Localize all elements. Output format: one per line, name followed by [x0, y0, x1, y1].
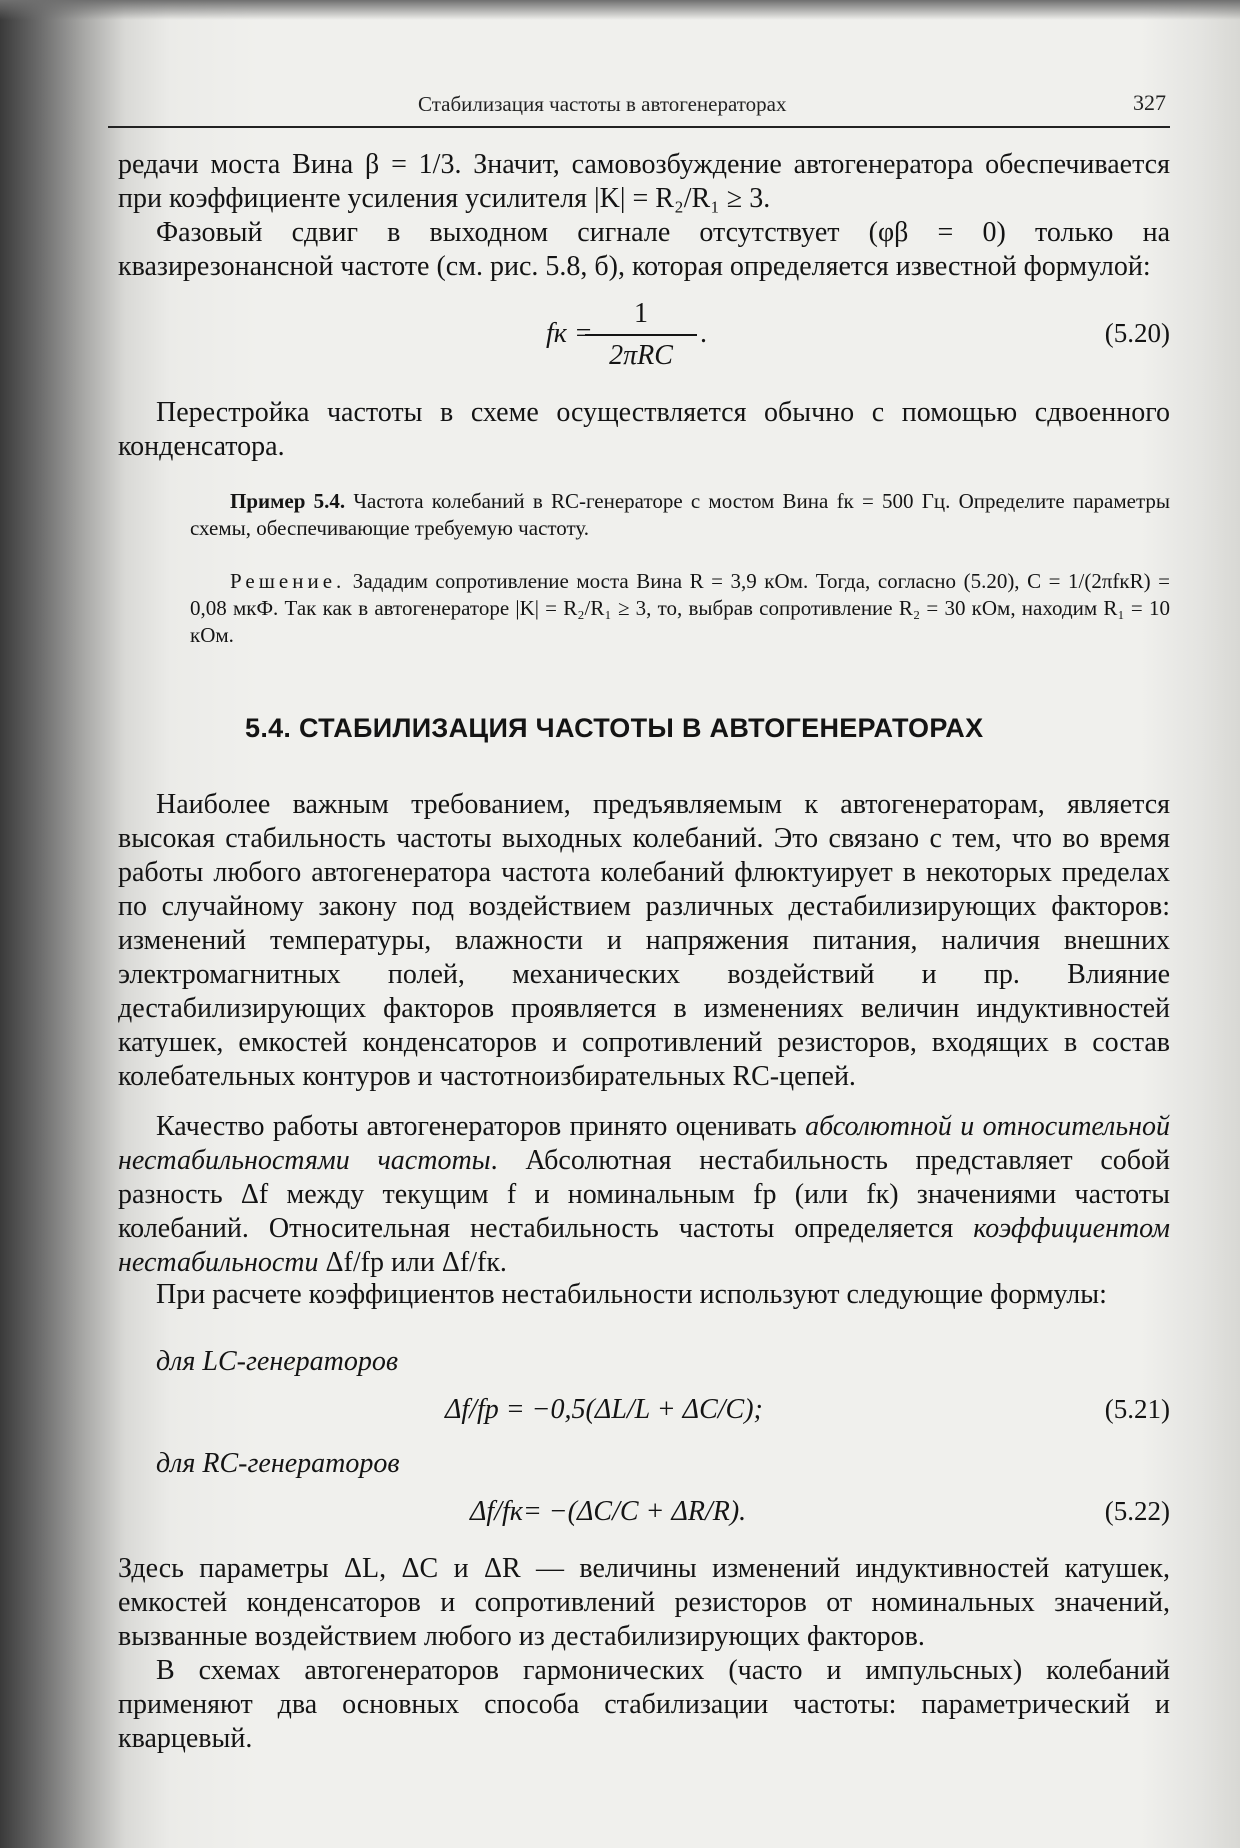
- paragraph-7: Здесь параметры ΔL, ΔC и ΔR — величины изменений индуктивностей катушек, емкостей конденсаторов и сопротивлений резисторов от номинальных значений, вызванные воздействием любого из дестабилизирующих факторов.: [118, 1553, 1170, 1652]
- example-text: Частота колебаний в RC-генераторе с мостом Вина fк = 500 Гц. Определите параметры схемы, обеспечивающие требуемую частоту.: [190, 489, 1170, 540]
- rc-generators-label: для RC-генераторов: [156, 1448, 400, 1479]
- paragraph-2: Фазовый сдвиг в выходном сигнале отсутствует (φβ = 0) только на квазирезонансной частоте (см. рис. 5.8, б), которая определяется известной формулой:: [118, 217, 1170, 282]
- page-header: [108, 88, 1170, 128]
- lc-generators-label: для LC-генераторов: [156, 1346, 399, 1377]
- formula-5-22: Δf/fк= −(ΔC/C + ΔR/R).: [470, 1496, 747, 1527]
- example-title: Пример 5.4.: [230, 489, 346, 513]
- formula-5-20-denominator: 2πRC: [609, 340, 673, 371]
- equation-number-5-21: (5.21): [1104, 1394, 1170, 1424]
- formula-5-20-lhs: fк =: [546, 318, 593, 349]
- formula-5-20-fraction: [585, 298, 697, 372]
- scan-shadow: [0, 0, 1240, 20]
- example-block: [190, 488, 1170, 542]
- solution-label: Решение.: [230, 569, 346, 593]
- paragraph-5-part-e: Δf/fр или Δf/fк.: [318, 1247, 507, 1278]
- paragraph-5: [118, 1110, 1170, 1280]
- formula-5-20-tail: .: [700, 318, 707, 349]
- page-number: 327: [1133, 90, 1166, 115]
- running-head: Стабилизация частоты в автогенераторах: [418, 92, 787, 116]
- term-absolute-relative-instability: абсолютной и относительной нестабильностями частоты: [118, 1111, 1170, 1176]
- solution-block: [190, 568, 1170, 649]
- paragraph-8: В схемах автогенераторов гармонических (часто и импульсных) колебаний применяют два основных способа стабилизации частоты: параметрический и кварцевый.: [118, 1655, 1170, 1754]
- section-heading: 5.4. СТАБИЛИЗАЦИЯ ЧАСТОТЫ В АВТОГЕНЕРАТОРАХ: [245, 713, 984, 743]
- paragraph-1: редачи моста Вина β = 1/3. Значит, самовозбуждение автогенератора обеспечивается при коэффициенте усиления усилителя |K| = R₂/R₁ ≥ 3.: [118, 149, 1170, 214]
- equation-number-5-20: (5.20): [1104, 318, 1170, 348]
- paragraph-5-part-a: Качество работы автогенераторов принято оценивать: [156, 1111, 806, 1142]
- term-instability-coefficient: коэффициентом нестабильности: [118, 1213, 1170, 1278]
- formula-5-20-numerator: 1: [634, 298, 648, 329]
- paragraph-6: При расчете коэффициентов нестабильности используют следующие формулы:: [156, 1279, 1107, 1310]
- solution-text: Зададим сопротивление моста Вина R = 3,9 кОм. Тогда, согласно (5.20), C = 1/(2πfкR) = 0,08 мкФ. Так как в автогенераторе |K| = R₂/R₁ ≥ 3, то, выбрав сопротивление R₂ = 30 кОм, находим R₁ = 10 кОм.: [190, 569, 1170, 647]
- paragraph-3: Перестройка частоты в схеме осуществляется обычно с помощью сдвоенного конденсатора.: [118, 397, 1170, 462]
- formula-5-21: Δf/fр = −0,5(ΔL/L + ΔC/C);: [445, 1394, 763, 1425]
- equation-number-5-22: (5.22): [1104, 1496, 1170, 1526]
- paragraph-4: Наиболее важным требованием, предъявляемым к автогенераторам, является высокая стабильность частоты выходных колебаний. Это связано с тем, что во время работы любого автогенератора частота колебаний флюктуирует в некоторых пределах по случайному закону под воздействием различных дестабилизирующих факторов: изменений температуры, влажности и напряжения питания, наличия внешних электромагнитных полей, механических воздействий и пр. Влияние дестабилизирующих факторов проявляется в изменениях величин индуктивностей катушек, емкостей конденсаторов и сопротивлений резисторов, входящих в состав колебательных контуров и частотноизбирательных RC-цепей.: [118, 789, 1170, 1092]
- paragraph-5-part-c: . Абсолютная нестабильность представляет собой разность Δf между текущим f и номинальным fр (или fк) значениями частоты колебаний. Относительная нестабильность частоты определяется: [118, 1145, 1170, 1244]
- fraction-bar: [585, 334, 697, 336]
